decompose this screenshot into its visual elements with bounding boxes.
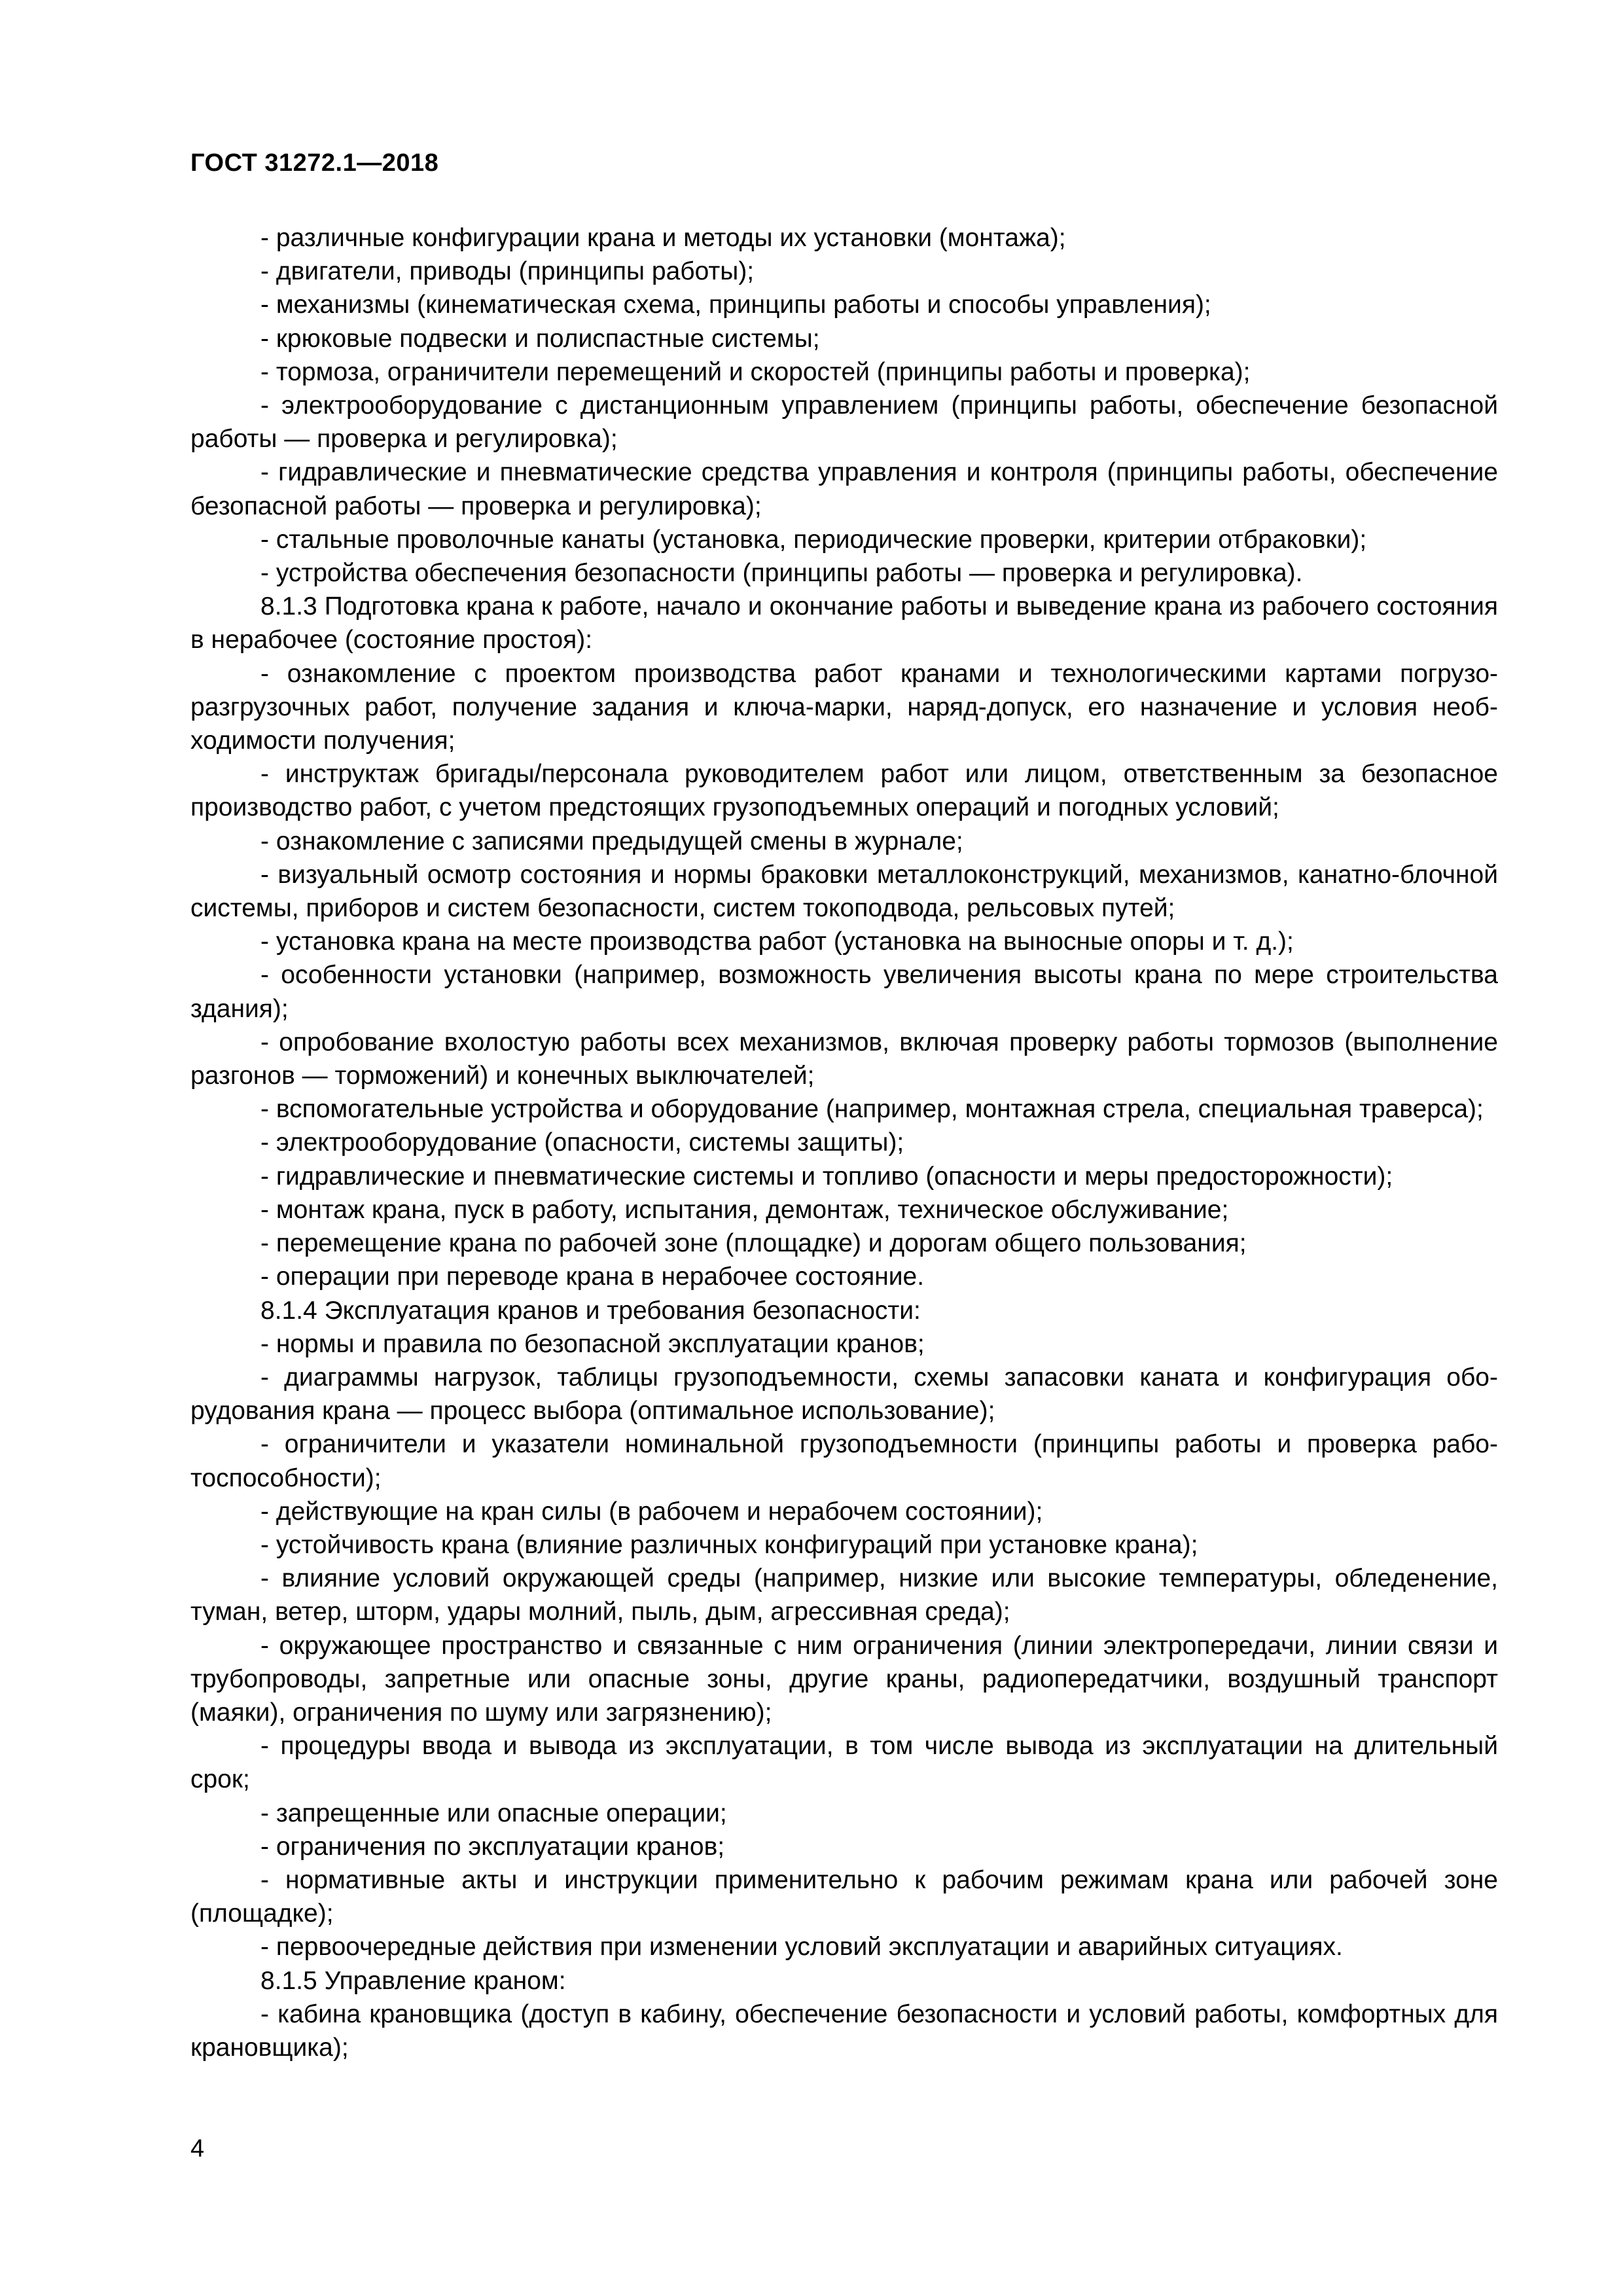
list-item: - гидравлические и пневматические системы и топливо (опасности и меры предосторожности); bbox=[260, 1162, 1393, 1191]
list-item: - электрооборудование с дистанционным управлением (принципы работы, обеспечение безопасной работы — проверка и регулировка); bbox=[190, 391, 1498, 454]
section-heading-8-1-5: 8.1.5 Управление краном: bbox=[260, 1966, 566, 1995]
section-heading-8-1-3: 8.1.3 Подготовка крана к работе, начало и окончание работы и выведение крана из рабочего состояния в нерабочее (состояние простоя): bbox=[190, 592, 1498, 655]
list-item: - процедуры ввода и вывода из эксплуатации, в том числе вывода из эксплуатации на длительный срок; bbox=[190, 1732, 1498, 1794]
page-number: 4 bbox=[190, 2135, 205, 2162]
list-item: - тормоза, ограничители перемещений и скоростей (принципы работы и проверка); bbox=[260, 357, 1251, 386]
list-item: - установка крана на месте производства работ (установка на выносные опоры и т. д.); bbox=[260, 927, 1294, 956]
list-item: - ограничения по эксплуатации кранов; bbox=[260, 1832, 725, 1861]
list-item: - вспомогательные устройства и оборудование (например, монтажная стрела, специальная траверса); bbox=[260, 1095, 1484, 1124]
list-item: - влияние условий окружающей среды (например, низкие или высокие температуры, обледенение, туман, ветер, шторм, удары молний, пыль, дым, агрессивная среда); bbox=[190, 1564, 1498, 1626]
list-item: - гидравлические и пневматические средства управления и контроля (принципы работы, обеспечение безопасной работы — проверка и регулировка); bbox=[190, 458, 1498, 520]
list-item: - перемещение крана по рабочей зоне (площадке) и дорогам общего пользования; bbox=[260, 1229, 1247, 1258]
list-item: - особенности установки (например, возможность увеличения высоты крана по мере строительства здания); bbox=[190, 961, 1498, 1023]
list-item: - операции при переводе крана в нерабочее состояние. bbox=[260, 1263, 925, 1291]
list-item: - визуальный осмотр состояния и нормы браковки металлоконструкций, механизмов, канатно-блочной системы, приборов и систем безопасности, систем токоподвода, рельсовых путей; bbox=[190, 860, 1498, 923]
list-item: - ознакомление с записями предыдущей смены в журнале; bbox=[260, 827, 963, 855]
list-item: - крюковые подвески и полиспастные системы; bbox=[260, 324, 820, 353]
list-item: - первоочередные действия при изменении условий эксплуатации и аварийных ситуациях. bbox=[260, 1933, 1343, 1962]
list-item: - двигатели, приводы (принципы работы); bbox=[260, 257, 755, 286]
list-item: - нормы и правила по безопасной эксплуатации кранов; bbox=[260, 1329, 925, 1358]
list-item: - действующие на кран силы (в рабочем и нерабочем состоянии); bbox=[260, 1497, 1043, 1526]
list-item: - опробование вхолостую работы всех механизмов, включая проверку работы тормозов (выполнение разгонов — торможений) и конечных выключателей; bbox=[190, 1028, 1498, 1090]
list-item: - устойчивость крана (влияние различных конфигураций при установке крана); bbox=[260, 1530, 1198, 1559]
list-item: - инструктаж бригады/персонала руководителем работ или лицом, ответственным за безопасное производство работ, с учетом предстоящих грузоподъемных операций и погодных условий; bbox=[190, 760, 1498, 822]
list-item: - запрещенные или опасные операции; bbox=[260, 1799, 727, 1827]
page-body bbox=[190, 221, 1498, 2064]
list-item: - нормативные акты и инструкции применительно к рабочим режимам крана или рабочей зоне (площадке); bbox=[190, 1865, 1498, 1928]
list-item: - электрооборудование (опасности, системы защиты); bbox=[260, 1128, 904, 1157]
list-item: - монтаж крана, пуск в работу, испытания, демонтаж, техническое обслуживание; bbox=[260, 1195, 1229, 1224]
list-item: - окружающее пространство и связанные с ним ограничения (линии электропередачи, линии связи и трубопроводы, запретные или опасные зоны, другие краны, радиопередатчики, воздушный транспорт (маяки), ограничения по шуму или загрязнению); bbox=[190, 1631, 1498, 1727]
list-item: - кабина крановщика (доступ в кабину, обеспечение безопасности и условий работы, комфортных для крановщика); bbox=[190, 2000, 1498, 2062]
list-item: - диаграммы нагрузок, таблицы грузоподъемности, схемы запасовки каната и конфигурация оборудования крана — процесс выбора (оптимальное использование); bbox=[190, 1363, 1498, 1426]
list-item: - ограничители и указатели номинальной грузоподъемности (принципы работы и проверка работоспособности); bbox=[190, 1430, 1498, 1492]
list-item: - устройства обеспечения безопасности (принципы работы — проверка и регулировка). bbox=[260, 559, 1303, 588]
list-item: - различные конфигурации крана и методы их установки (монтажа); bbox=[260, 224, 1066, 252]
list-item: - стальные проволочные канаты (установка, периодические проверки, критерии отбраковки); bbox=[260, 525, 1367, 554]
standard-header: ГОСТ 31272.1—2018 bbox=[190, 149, 439, 177]
section-heading-8-1-4: 8.1.4 Эксплуатация кранов и требования безопасности: bbox=[260, 1296, 921, 1325]
list-item: - механизмы (кинематическая схема, принципы работы и способы управления); bbox=[260, 291, 1211, 319]
list-item: - ознакомление с проектом производства работ кранами и технологическими картами погрузо-разгрузочных работ, получение задания и ключа-марки, наряд-допуск, его назначение и условия необходимости получения; bbox=[190, 659, 1498, 755]
